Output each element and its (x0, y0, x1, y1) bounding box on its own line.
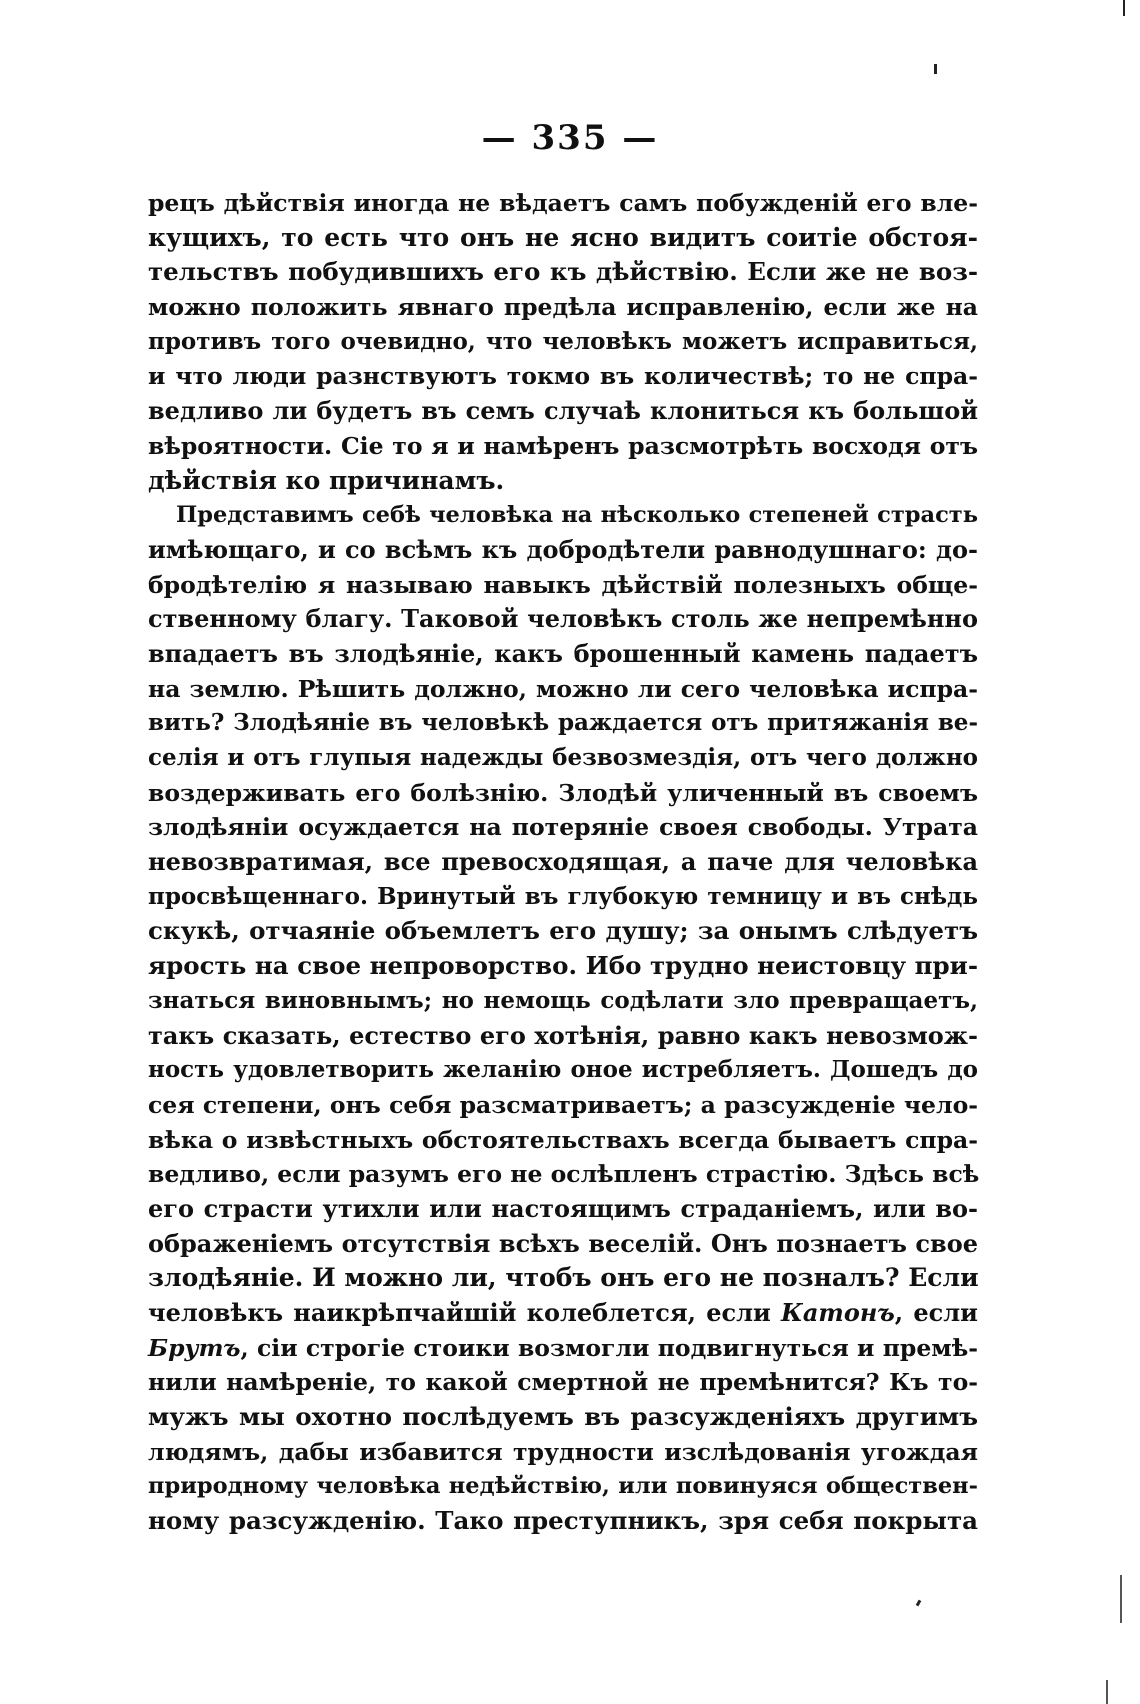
proper-name-brutus: Брутъ (148, 1333, 241, 1362)
text-line-with-name (148, 1296, 978, 1331)
text-line: вѣка о извѣстныхъ обстоятельствахъ всегда бываетъ спра- (148, 1125, 978, 1154)
text-line: вить? Злодѣяніе въ человѣкѣ раждается отъ притяжанія ве- (148, 709, 978, 737)
text-line: знаться виновнымъ; но немощь содѣлати зло превращаетъ, (148, 986, 978, 1014)
text-line: имѣющаго, и со всѣмъ къ добродѣтели равнодушнаго: до- (148, 534, 978, 564)
scan-edge-mark (1123, 0, 1125, 16)
text-line: злодѣяніи осуждается на потеряніе своея свободы. Утрата (148, 813, 978, 842)
text-line: на землю. Рѣшить должно, можно ли сего человѣка испра- (148, 674, 978, 703)
text-line: ображеніемъ отсутствія всѣхъ веселій. Онъ познаетъ свое (148, 1228, 978, 1258)
text-line: ному разсужденію. Тако преступникъ, зря себя покрыта (148, 1506, 978, 1536)
page-number: — 335 — (481, 118, 659, 158)
text-line: селія и отъ глупыя надежды безвозмездія, отъ чего должно (148, 744, 978, 771)
text-line: бродѣтелію я называю навыкъ дѣйствій полезныхъ обще- (148, 570, 978, 599)
text-line: вѣроятности. Сіе то я и намѣренъ разсмотрѣть восходя отъ (148, 431, 978, 460)
text-line: ность удовлетворить желанію оное истребляетъ. Дошедъ до (148, 1056, 978, 1084)
text-line: его страсти утихли или настоящимъ страданіемъ, или во- (148, 1193, 978, 1223)
text-line: природному человѣка недѣйствію, или повинуяся обществен- (148, 1473, 978, 1500)
text-line: ственному благу. Таковой человѣкъ столь же непремѣнно (148, 604, 978, 634)
text-line: ведливо, если разумъ его не ослѣпленъ страстію. Здѣсь всѣ (148, 1160, 980, 1189)
text-line: впадаетъ въ злодѣяніе, какъ брошенный камень падаетъ (148, 638, 978, 668)
text-line: и что люди разнствуютъ токмо въ количествѣ; то не спра- (148, 362, 978, 391)
text-segment: , если (894, 1298, 978, 1327)
text-line: невозвратимая, все превосходящая, а паче для человѣка (148, 847, 978, 877)
text-line: людямъ, дабы избавится трудности изслѣдованія угождая (148, 1437, 978, 1466)
text-segment: , сіи строгіе стоики возмогли подвигнуться и премѣ- (240, 1333, 978, 1362)
text-line: Представимъ себѣ человѣка на нѣсколько степеней страсть (176, 502, 978, 529)
text-line: противъ того очевидно, что человѣкъ можетъ исправиться, (148, 327, 978, 355)
text-line: просвѣщеннаго. Вринутый въ глубокую темницу и въ снѣдь (148, 882, 978, 910)
scan-edge-mark (1120, 1575, 1122, 1623)
body-text (148, 186, 978, 1539)
text-line: ведливо ли будетъ въ семъ случаѣ клониться къ большой (148, 396, 978, 426)
scan-edge-mark (1106, 1680, 1108, 1704)
text-line: скукѣ, отчаяніе объемлетъ его душу; за онымъ слѣдуетъ (148, 916, 978, 946)
text-line: нили намѣреніе, то какой смертной не премѣнится? Къ то- (148, 1368, 978, 1397)
text-line: ярость на свое непроворство. Ибо трудно неистовцу при- (148, 951, 978, 981)
print-speck (934, 64, 937, 74)
text-line: мужъ мы охотно послѣдуемъ въ разсужденіяхъ другимъ (148, 1402, 978, 1432)
text-line: воздерживать его болѣзнію. Злодѣй уличенный въ своемъ (148, 778, 978, 807)
text-line-with-name (148, 1331, 978, 1366)
text-line: злодѣяніе. И можно ли, чтобъ онъ его не позналъ? Если (148, 1263, 979, 1293)
text-line: сея степени, онъ себя разсматриваетъ; а разсужденіе чело- (148, 1090, 978, 1119)
text-line: кущихъ, то есть что онъ не ясно видитъ соитіе обстоя- (148, 222, 978, 252)
text-line: можно положить явнаго предѣла исправленію, если же на (148, 293, 978, 322)
text-line: рецъ дѣйствія иногда не вѣдаетъ самъ побужденій его вле- (148, 189, 978, 217)
text-line: такъ сказать, естество его хотѣнія, равно какъ невозмож- (148, 1020, 978, 1050)
proper-name-cato: Катонъ (781, 1298, 895, 1327)
text-segment: человѣкъ наикрѣпчайшій колеблется, если (148, 1298, 771, 1327)
text-line: тельствъ побудившихъ его къ дѣйствію. Если же не воз- (148, 257, 978, 287)
text-line: дѣйствія ко причинамъ. (148, 465, 505, 495)
print-speck (916, 1600, 922, 1607)
